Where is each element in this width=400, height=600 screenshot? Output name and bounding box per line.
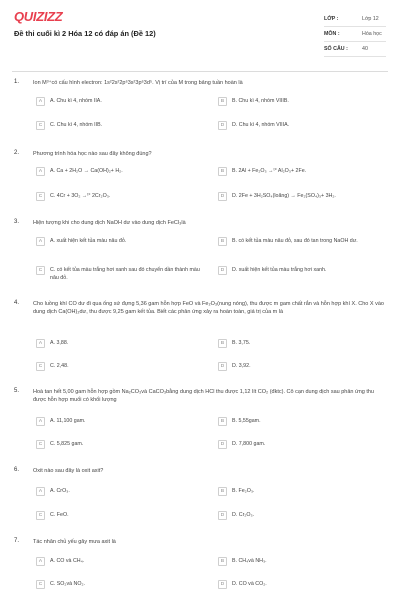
option-text: B. Chu kì 4, nhóm VIIIB. [232, 98, 289, 104]
option-text: B. có kết tủa màu nâu đỏ, sau đó tan trong NaOH dư. [232, 238, 358, 244]
option-text: D. CO và CO₂. [232, 581, 267, 587]
option-letter-box: A [36, 487, 45, 496]
question-text: Tác nhân chủ yếu gây mưa axit là [33, 539, 116, 545]
option-text: A. Ca + 2H₂O → Ca(OH)₂+ H₂. [50, 168, 123, 174]
option-text: B. 5,55gam. [232, 418, 261, 424]
question-text: Ion M³⁺có cấu hình electron: 1s²2s²2p⁶3s²3p⁶3d⁵. Vị trí của M trong bảng tuần hoàn là [33, 80, 243, 86]
option-letter-box: B [218, 339, 227, 348]
option-text: C. Chu kì 4, nhóm IIB. [50, 122, 103, 128]
option-text: C. có kết tủa màu trắng hơi xanh sau đó chuyển dần thành màu nâu đỏ. [50, 267, 200, 281]
question-number: 6. [14, 467, 20, 473]
option-text: D. Chu kì 4, nhóm VIIIA. [232, 122, 290, 128]
option-letter-box: C [36, 362, 45, 371]
question-text: Hoà tan hết 5,00 gam hỗn hợp gồm Na₂CO₃và CaCO₃bằng dung dịch HCl thu được 1,12 lít CO₂ (đktc). Cô cạn dung dịch sau phản ứng thu được hỗn hợp muối có khối lượng [33, 389, 374, 403]
question-number: 7. [14, 538, 20, 544]
option-text: A. CrO₃. [50, 488, 70, 494]
option-letter-box: C [36, 440, 45, 449]
option-text: C. 2,48. [50, 363, 69, 369]
option-letter-box: C [36, 121, 45, 130]
option-text: D. 7,800 gam. [232, 441, 266, 447]
question-text: Hiện tượng khi cho dung dịch NaOH dư vào dung dịch FeCl₃là [33, 220, 186, 226]
option-letter-box: C [36, 266, 45, 275]
option-letter-box: D [218, 121, 227, 130]
option-letter-box: B [218, 487, 227, 496]
question-text: Oxit nào sau đây là oxit axit? [33, 468, 104, 474]
option-text: C. SO₂và NO₂. [50, 581, 86, 587]
quizizz-logo: QUIZIZZ [14, 9, 63, 24]
option-letter-box: B [218, 557, 227, 566]
meta-question-count: SỐ CÂU : 40 [324, 43, 386, 57]
worksheet-header [0, 0, 400, 72]
option-letter-box: A [36, 167, 45, 176]
option-text: B. CH₄và NH₃. [232, 558, 267, 564]
option-letter-box: B [218, 417, 227, 426]
option-text: D. xuất hiện kết tủa màu trắng hơi xanh. [232, 267, 327, 273]
option-letter-box: C [36, 192, 45, 201]
option-text: A. 3,88. [50, 340, 69, 346]
option-letter-box: B [218, 97, 227, 106]
option-text: D. Cr₂O₃. [232, 512, 255, 518]
option-text: A. xuất hiện kết tủa màu nâu đỏ. [50, 238, 127, 244]
question-text: Cho luồng khí CO dư đi qua ống sứ đựng 5,36 gam hỗn hợp FeO và Fe₂O₃(nung nóng), thu được m gam chất rắn và hỗn hợp khí X. Cho X vào dung dịch Ca(OH)₂dư, thu được 9,25 gam kết tủa. Biết các phản ứng xảy ra hoàn toàn, giá trị của m là [33, 301, 384, 315]
header-divider [12, 71, 388, 72]
option-letter-box: D [218, 362, 227, 371]
question-number: 3. [14, 219, 20, 225]
option-text: A. CO và CH₄. [50, 558, 85, 564]
question-number: 2. [14, 150, 20, 156]
option-letter-box: A [36, 557, 45, 566]
option-text: B. 2Al + Fe₂O₃ →ᵗ° Al₂O₃+ 2Fe. [232, 168, 307, 174]
option-text: C. 4Cr + 3O₂ →ᵗ° 2Cr₂O₃. [50, 193, 111, 199]
option-letter-box: D [218, 192, 227, 201]
option-letter-box: A [36, 417, 45, 426]
option-letter-box: B [218, 237, 227, 246]
option-text: C. FeO. [50, 512, 69, 518]
meta-grade: LỚP : Lớp 12 [324, 13, 386, 27]
option-text: A. 11,100 gam. [50, 418, 86, 424]
option-letter-box: B [218, 167, 227, 176]
option-letter-box: D [218, 511, 227, 520]
option-letter-box: C [36, 580, 45, 589]
question-text: Phương trình hóa học nào sau đây không đúng? [33, 151, 152, 157]
option-letter-box: D [218, 266, 227, 275]
option-text: D. 2Fe + 3H₂SO₄(loãng) → Fe₂(SO₄)₃+ 3H₂. [232, 193, 336, 199]
option-text: B. Fe₂O₃. [232, 488, 255, 494]
option-text: C. 5,825 gam. [50, 441, 84, 447]
question-number: 5. [14, 388, 20, 394]
option-letter-box: A [36, 97, 45, 106]
option-text: A. Chu kì 4, nhóm IIA. [50, 98, 102, 104]
page-title: Đề thi cuối kì 2 Hóa 12 có đáp án (Đề 12) [14, 29, 156, 38]
option-letter-box: A [36, 237, 45, 246]
question-number: 1. [14, 79, 20, 85]
option-letter-box: A [36, 339, 45, 348]
option-letter-box: D [218, 580, 227, 589]
option-text: D. 3,92. [232, 363, 251, 369]
option-text: B. 3,75. [232, 340, 251, 346]
option-letter-box: C [36, 511, 45, 520]
option-letter-box: D [218, 440, 227, 449]
question-number: 4. [14, 300, 20, 306]
meta-subject: MÔN : Hóa học [324, 28, 386, 42]
